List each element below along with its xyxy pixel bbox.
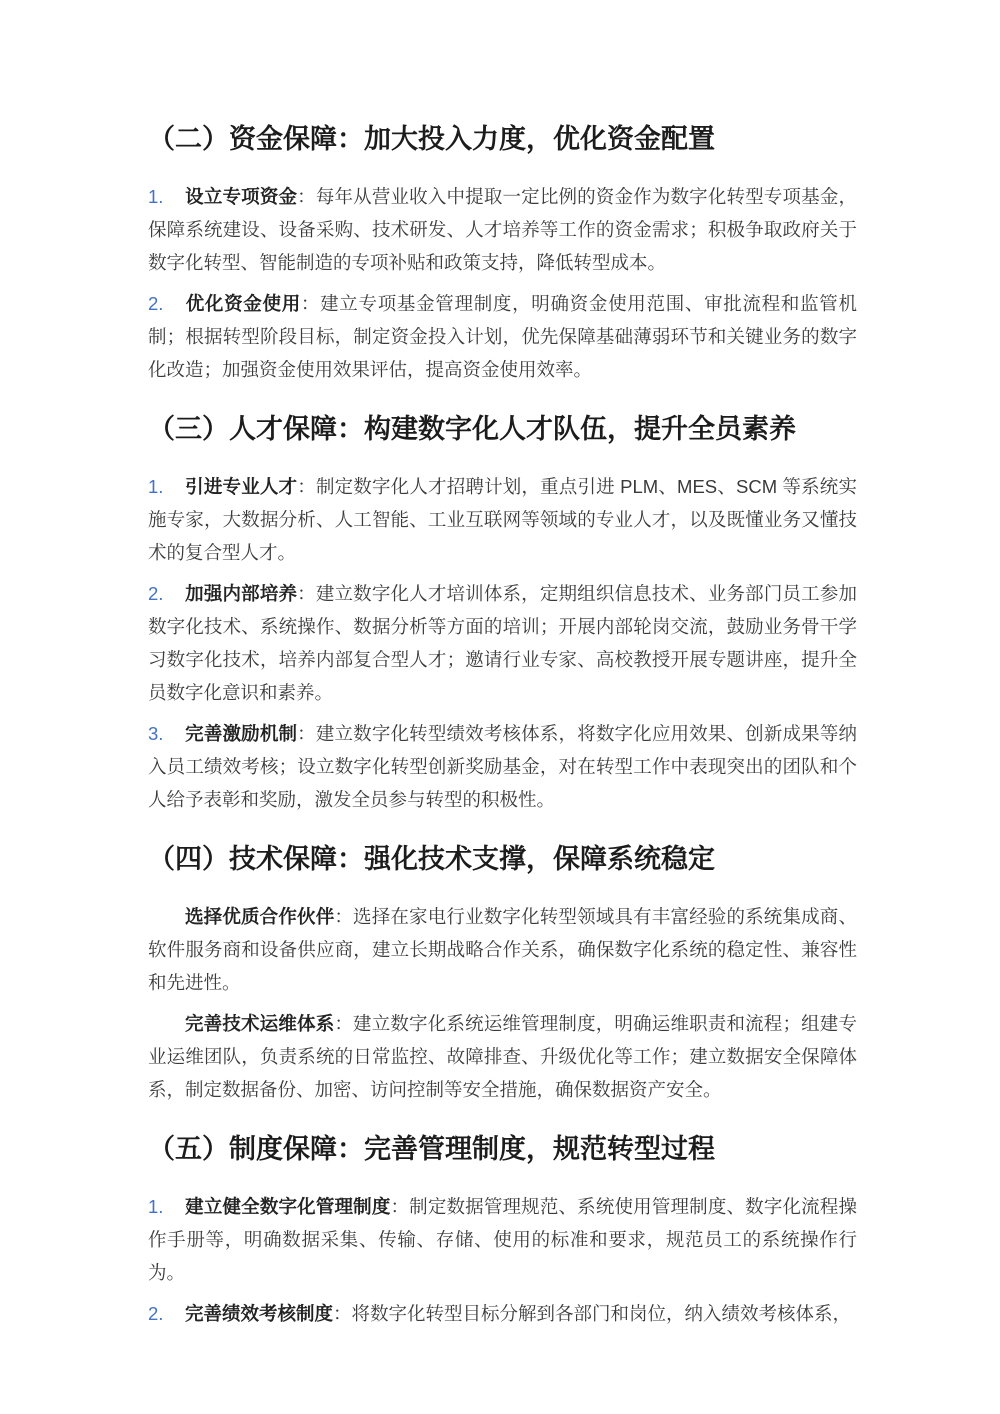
section-heading: （四）技术保障：强化技术支撑，保障系统稳定 bbox=[148, 844, 715, 874]
item-lead: 完善技术运维体系 bbox=[185, 1013, 335, 1034]
section-talent-guarantee bbox=[148, 410, 857, 816]
item-lead: 优化资金使用 bbox=[185, 293, 301, 314]
item-text: ：建立数字化人才培训体系，定期组织信息技术、业务部门员工参加数字化技术、系统操作、数据分析等方面的培训；开展内部轮岗交流，鼓励业务骨干学习数字化技术，培养内部复合型人才；邀请行业专家、高校教授开展专题讲座，提升全员数字化意识和素养。 bbox=[148, 583, 857, 703]
section-heading: （五）制度保障：完善管理制度，规范转型过程 bbox=[148, 1134, 715, 1164]
section-heading: （二）资金保障：加大投入力度，优化资金配置 bbox=[148, 124, 715, 154]
item-lead: 加强内部培养 bbox=[185, 583, 298, 604]
item-lead: 完善绩效考核制度 bbox=[185, 1303, 334, 1324]
item-lead: 选择优质合作伙伴 bbox=[185, 906, 335, 927]
list-item bbox=[148, 470, 857, 569]
list-item bbox=[148, 287, 857, 386]
item-number: 1. bbox=[148, 186, 164, 207]
item-text: ：建立数字化系统运维管理制度，明确运维职责和流程；组建专业运维团队，负责系统的日常监控、故障排查、升级优化等工作；建立数据安全保障体系，制定数据备份、加密、访问控制等安全措施，确保数据资产安全。 bbox=[148, 1013, 857, 1100]
item-number: 2. bbox=[148, 583, 164, 604]
item-number: 1. bbox=[148, 1196, 164, 1217]
paragraph bbox=[148, 1007, 857, 1106]
item-lead: 设立专项资金 bbox=[185, 186, 298, 207]
paragraph bbox=[148, 900, 857, 999]
item-text: ：将数字化转型目标分解到各部门和岗位，纳入绩效考核体系， bbox=[333, 1303, 852, 1324]
item-text: ：制定数字化人才招聘计划，重点引进 PLM、MES、SCM 等系统实施专家，大数据分析、人工智能、工业互联网等领域的专业人才，以及既懂业务又懂技术的复合型人才。 bbox=[148, 476, 857, 563]
item-text: ：制定数据管理规范、系统使用管理制度、数字化流程操作手册等，明确数据采集、传输、存储、使用的标准和要求，规范员工的系统操作行为。 bbox=[148, 1196, 857, 1283]
section-funding-guarantee bbox=[148, 120, 857, 386]
section-system-guarantee bbox=[148, 1130, 857, 1330]
item-number: 2. bbox=[148, 1303, 164, 1324]
list-item bbox=[148, 577, 857, 709]
item-number: 3. bbox=[148, 723, 164, 744]
list-item bbox=[148, 717, 857, 816]
item-lead: 完善激励机制 bbox=[185, 723, 298, 744]
item-number: 1. bbox=[148, 476, 164, 497]
item-lead: 引进专业人才 bbox=[185, 476, 298, 497]
item-number: 2. bbox=[148, 293, 164, 314]
item-lead: 建立健全数字化管理制度 bbox=[185, 1196, 391, 1217]
item-text: ：选择在家电行业数字化转型领域具有丰富经验的系统集成商、软件服务商和设备供应商，建立长期战略合作关系，确保数字化系统的稳定性、兼容性和先进性。 bbox=[148, 906, 857, 993]
item-text: ：建立专项基金管理制度，明确资金使用范围、审批流程和监管机制；根据转型阶段目标，制定资金投入计划，优先保障基础薄弱环节和关键业务的数字化改造；加强资金使用效果评估，提高资金使用效率。 bbox=[148, 293, 857, 380]
item-text: ：每年从营业收入中提取一定比例的资金作为数字化转型专项基金，保障系统建设、设备采购、技术研发、人才培养等工作的资金需求；积极争取政府关于数字化转型、智能制造的专项补贴和政策支持，降低转型成本。 bbox=[148, 186, 857, 273]
section-heading: （三）人才保障：构建数字化人才队伍，提升全员素养 bbox=[148, 414, 796, 444]
section-technology-guarantee bbox=[148, 840, 857, 1106]
item-text: ：建立数字化转型绩效考核体系，将数字化应用效果、创新成果等纳入员工绩效考核；设立数字化转型创新奖励基金，对在转型工作中表现突出的团队和个人给予表彰和奖励，激发全员参与转型的积极性。 bbox=[148, 723, 857, 810]
list-item bbox=[148, 180, 857, 279]
list-item bbox=[148, 1190, 857, 1289]
list-item bbox=[148, 1297, 857, 1330]
